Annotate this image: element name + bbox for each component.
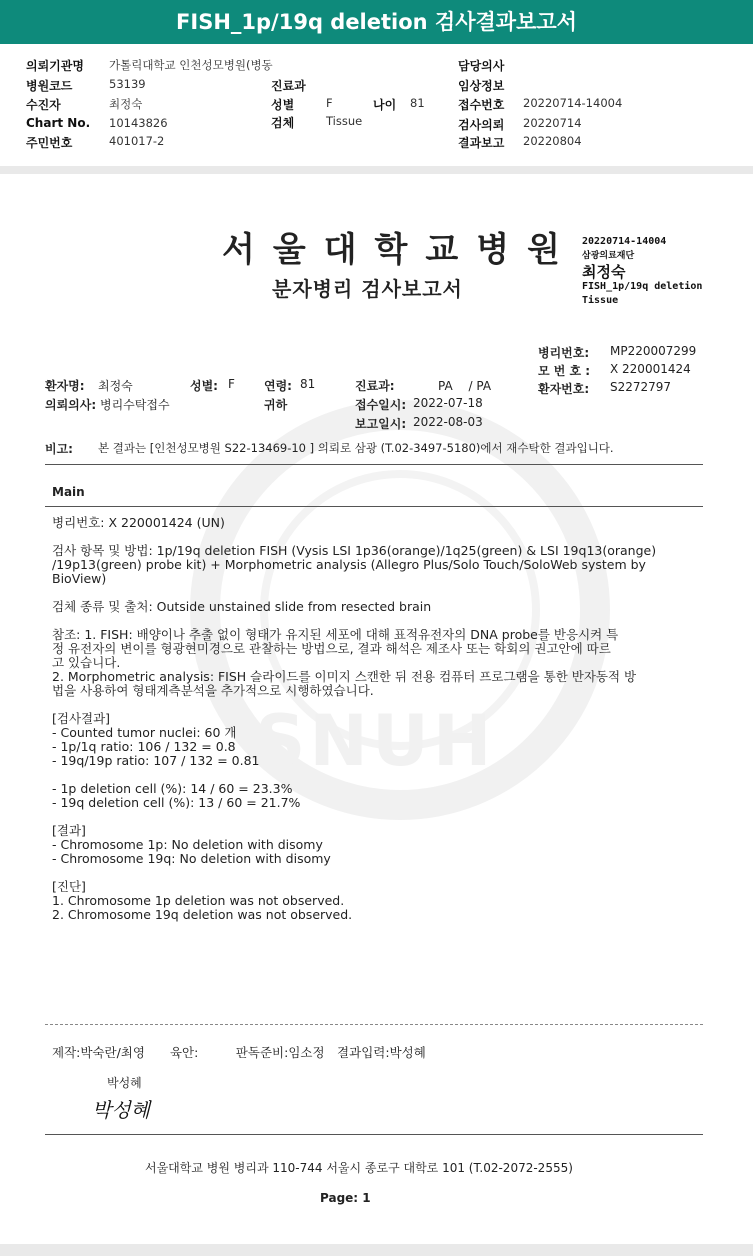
req-doctor-value: 병리수탁접수 (100, 398, 170, 412)
parent-no-value: X 220001424 (610, 362, 691, 376)
remark-value: 본 결과는 [인천성모병원 S22-13469-10 ] 의뢰로 삼광 (T.02-3497-5180)에서 재수탁한 결과입니다. (98, 441, 614, 455)
dashed-divider (45, 1024, 703, 1025)
body-line: 병리번호: X 220001424 (UN) (52, 515, 225, 530)
body-line: [결과] (52, 823, 86, 838)
body-line: 검사 항목 및 방법: 1p/19q deletion FISH (Vysis LSI 1p36(orange)/1q25(green) & LSI 19q13(orange) (52, 543, 657, 558)
label-line: FISH_1p/19q deletion (582, 281, 703, 292)
chart-value: 10143826 (109, 116, 168, 130)
rrn-label: 주민번호 (26, 136, 73, 150)
body-line (52, 614, 702, 628)
receipt-value: 20220714-14004 (523, 96, 623, 110)
receipt-label: 접수번호 (458, 98, 505, 112)
label-line: Tissue (582, 295, 619, 306)
parent-no-label: 모 번 호 : (538, 364, 591, 378)
report-date-label: 결과보고 (458, 136, 505, 150)
body-line: 1. Chromosome 1p deletion was not observed. (52, 893, 345, 908)
hosp-code-value: 53139 (109, 77, 146, 91)
path-no-label: 병리번호: (538, 346, 590, 360)
body-line (52, 530, 702, 544)
body-line: 검체 종류 및 출처: Outside unstained slide from resected brain (52, 599, 432, 614)
doctor-label: 담당의사 (458, 59, 505, 73)
body-line: /19p13(green) probe kit) + Morphometric analysis (Allegro Plus/Solo Touch/SoloWeb system by (52, 557, 646, 572)
body-line: 참조: 1. FISH: 배양이나 추출 없이 형태가 유지된 세포에 대해 표적유전자의 DNA probe를 반응시켜 특 (52, 627, 619, 642)
body-line (52, 586, 702, 600)
watermark-text: SNUH (255, 700, 496, 782)
body-line: 2. Chromosome 19q deletion was not observed. (52, 907, 353, 922)
age-value: 81 (410, 96, 425, 110)
to-label: 귀하 (264, 398, 288, 412)
body-line (52, 810, 702, 824)
patient-no-label: 환자번호: (538, 382, 590, 396)
page-number: Page: 1 (320, 1191, 371, 1205)
body-line: [진단] (52, 879, 86, 894)
bottom-bar (0, 1244, 753, 1256)
path-no-value: MP220007299 (610, 344, 697, 358)
patient-no-value: S2272797 (610, 380, 672, 394)
divider (45, 1134, 703, 1135)
body-line: - Counted tumor nuclei: 60 개 (52, 725, 237, 740)
body-line: - 19q/19p ratio: 107 / 132 = 0.81 (52, 753, 260, 768)
body-line: - Chromosome 1p: No deletion with disomy (52, 837, 323, 852)
req-org-value: 가톨릭대학교 인천성모병원(병동 (109, 58, 273, 72)
body-line: - 1p/1q ratio: 106 / 132 = 0.8 (52, 739, 236, 754)
patient-name-label: 환자명: (45, 379, 85, 393)
section-separator (0, 166, 753, 174)
req-date-value: 20220714 (523, 116, 582, 130)
hospital-name: 서울대학교병원 (222, 230, 578, 270)
rrn-value: 401017-2 (109, 134, 165, 148)
patient-label: 수진자 (26, 98, 61, 112)
sex-value: F (326, 96, 333, 110)
hosp-code-label: 병원코드 (26, 79, 73, 93)
dept-label: 진료과 (271, 79, 306, 93)
clinical-label: 임상정보 (458, 79, 505, 93)
divider (45, 464, 703, 465)
report-dept-value: PA / PA (438, 379, 492, 393)
body-line: 법을 사용하여 형태계측분석을 추가적으로 시행하였습니다. (52, 683, 374, 698)
report-sex-value: F (228, 377, 235, 391)
report-title: FISH_1p/19q deletion 검사결과보고서 (0, 0, 753, 47)
req-org-label: 의뢰기관명 (26, 59, 84, 73)
req-date-label: 검사의뢰 (458, 118, 505, 132)
report-dept-label: 진료과: (355, 379, 395, 393)
body-line: [검사결과] (52, 711, 111, 726)
signer-name: 박성혜 (107, 1076, 142, 1090)
report-age-label: 연령: (264, 379, 292, 393)
age-label: 나이 (373, 98, 397, 112)
report-age-value: 81 (300, 377, 316, 391)
reported-label: 보고일시: (355, 417, 407, 431)
report-sex-label: 성별: (190, 379, 218, 393)
label-line: 최정숙 (582, 263, 626, 281)
report-subtitle: 분자병리 검사보고서 (272, 277, 463, 301)
label-line: 삼광의료재단 (582, 251, 635, 261)
label-line: 20220714-14004 (582, 236, 667, 247)
body-line (52, 698, 702, 712)
body-line: - 19q deletion cell (%): 13 / 60 = 21.7% (52, 795, 301, 810)
specimen-label: 검체 (271, 116, 295, 130)
report-body (52, 516, 702, 922)
staff-line: 제작:박숙란/최영 육안: 판독준비:임소정 결과입력:박성혜 (52, 1045, 426, 1060)
reported-value: 2022-08-03 (413, 415, 483, 429)
body-line: 정 유전자의 변이를 형광현미경으로 관찰하는 방법으로, 결과 해석은 제조사 또는 학회의 권고안에 따르 (52, 641, 611, 656)
body-line: - Chromosome 19q: No deletion with disomy (52, 851, 331, 866)
patient-value: 최정숙 (109, 97, 143, 111)
body-line: 2. Morphometric analysis: FISH 슬라이드를 이미지 스캔한 뒤 전용 컴퓨터 프로그램을 통한 반자동적 방 (52, 669, 637, 684)
body-line: BioView) (52, 571, 107, 586)
section-title: Main (52, 485, 85, 499)
divider (45, 506, 703, 507)
chart-label: Chart No. (26, 116, 91, 130)
patient-name-value: 최정숙 (98, 379, 133, 393)
body-line: 고 있습니다. (52, 655, 121, 670)
received-value: 2022-07-18 (413, 396, 483, 410)
sex-label: 성별 (271, 98, 295, 112)
received-label: 접수일시: (355, 398, 407, 412)
body-line: - 1p deletion cell (%): 14 / 60 = 23.3% (52, 781, 293, 796)
signature-image: 박성혜 (92, 1098, 150, 1122)
hospital-address: 서울대학교 병원 병리과 110-744 서울시 종로구 대학로 101 (T.02-2072-2555) (145, 1161, 573, 1175)
body-line (52, 866, 702, 880)
body-line (52, 768, 702, 782)
remark-label: 비고: (45, 442, 73, 456)
specimen-value: Tissue (326, 114, 363, 128)
report-date-value: 20220804 (523, 134, 582, 148)
req-doctor-label: 의뢰의사: (45, 398, 97, 412)
